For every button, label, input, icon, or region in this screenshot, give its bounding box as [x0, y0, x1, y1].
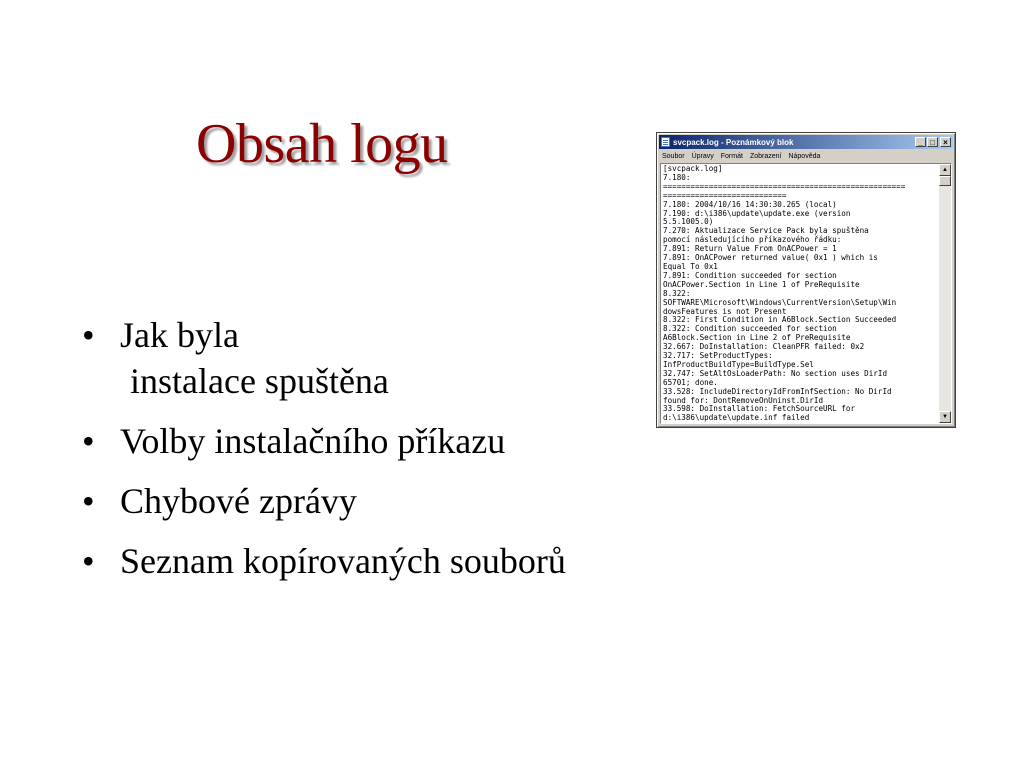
slide-title: Obsah logu: [196, 113, 448, 175]
log-line: d:\i386\update\update.inf failed: [663, 413, 810, 423]
log-line: 33.528: IncludeDirectoryIdFromInfSection: No DirId: [663, 386, 892, 396]
bullet-item: [80, 312, 566, 404]
menu-item-upravy[interactable]: Úpravy: [691, 152, 714, 160]
menu-item-soubor[interactable]: Soubor: [662, 152, 685, 160]
log-line: =====================================================: [663, 181, 906, 191]
bullet-text: Volby instalačního příkazu: [120, 421, 506, 461]
scroll-down-arrow-icon[interactable]: ▼: [939, 411, 951, 423]
log-line: 7.270: Aktualizace Service Pack byla spuštěna: [663, 226, 869, 236]
log-line: SOFTWARE\Microsoft\Windows\CurrentVersion\Setup\Win: [663, 297, 897, 307]
log-line: 32.747: SetAltOsLoaderPath: No section uses DirId: [663, 368, 888, 378]
menu-bar: [659, 150, 953, 162]
log-line: OnACPower.Section in Line 1 of PreRequisite: [663, 279, 860, 289]
bullet-item: [80, 418, 566, 464]
log-line: A6Block.Section in Line 2 of PreRequisite: [663, 333, 851, 343]
log-line: Equal To 0x1: [663, 261, 718, 271]
log-line: 65701; done.: [663, 377, 718, 387]
minimize-button[interactable]: _: [915, 137, 926, 147]
log-line: 7.190: d:\i386\update\update.exe (version: [663, 208, 851, 218]
log-line: ===========================: [663, 190, 787, 200]
log-line: [svcpack.log]: [663, 165, 723, 173]
scroll-up-arrow-icon[interactable]: ▲: [939, 164, 951, 176]
maximize-button[interactable]: □: [927, 137, 938, 147]
text-editor-area[interactable]: [660, 163, 952, 424]
bullet-dot: •: [82, 541, 95, 581]
log-line: dowsFeatures is not Present: [663, 306, 787, 316]
bullet-text-continuation: instalace spuštěna: [130, 361, 389, 401]
log-text[interactable]: [663, 165, 937, 423]
bullet-text: Seznam kopírovaných souborů: [120, 541, 566, 581]
log-line: 5.5.1005.0): [663, 217, 714, 227]
bullet-dot: •: [82, 421, 95, 461]
log-line: pomocí následujícího příkazového řádku:: [663, 235, 842, 245]
bullet-list: [80, 312, 566, 598]
bullet-item: [80, 538, 566, 584]
menu-item-napoveda[interactable]: Nápověda: [788, 152, 821, 160]
log-line: found for: DontRemoveOnUninst.DirId: [663, 395, 824, 405]
vertical-scrollbar[interactable]: [939, 164, 951, 423]
log-line: 7.180: 2004/10/16 14:30:30.265 (local): [663, 199, 837, 209]
log-line: 8.322: Condition succeeded for section: [663, 324, 837, 334]
log-line: 32.717: SetProductTypes:: [663, 351, 773, 361]
log-line: InfProductBuildType=BuildType.Sel: [663, 359, 814, 369]
menu-item-zobrazeni[interactable]: Zobrazení: [749, 152, 782, 160]
menu-item-format[interactable]: Formát: [720, 152, 743, 160]
close-button[interactable]: ×: [940, 137, 951, 147]
log-line: 8.322: First Condition in A6Block.Section Succeeded: [663, 315, 897, 325]
window-controls: [914, 137, 951, 147]
log-line: 7.891: Return Value From OnACPower = 1: [663, 244, 837, 254]
log-line: 7.891: Condition succeeded for section: [663, 270, 837, 280]
bullet-item: [80, 478, 566, 524]
log-line: 7.180:: [663, 172, 691, 182]
window-title: svcpack.log - Poznámkový blok: [673, 137, 794, 147]
bullet-text: Jak byla: [120, 315, 239, 355]
notepad-icon: [661, 137, 670, 147]
log-line: 8.322:: [663, 288, 691, 298]
window-titlebar[interactable]: [659, 135, 953, 149]
bullet-dot: •: [82, 315, 95, 355]
log-line: 32.667: DoInstallation: CleanPFR failed: 0x2: [663, 342, 865, 352]
notepad-window-screenshot: [656, 132, 956, 428]
log-line: 33.598: DoInstallation: FetchSourceURL for: [663, 404, 856, 414]
bullet-text: Chybové zprávy: [120, 481, 357, 521]
log-line: 7.891: OnACPower returned value( 0x1 ) which is: [663, 253, 878, 263]
bullet-dot: •: [82, 481, 95, 521]
scrollbar-thumb[interactable]: [939, 176, 951, 186]
